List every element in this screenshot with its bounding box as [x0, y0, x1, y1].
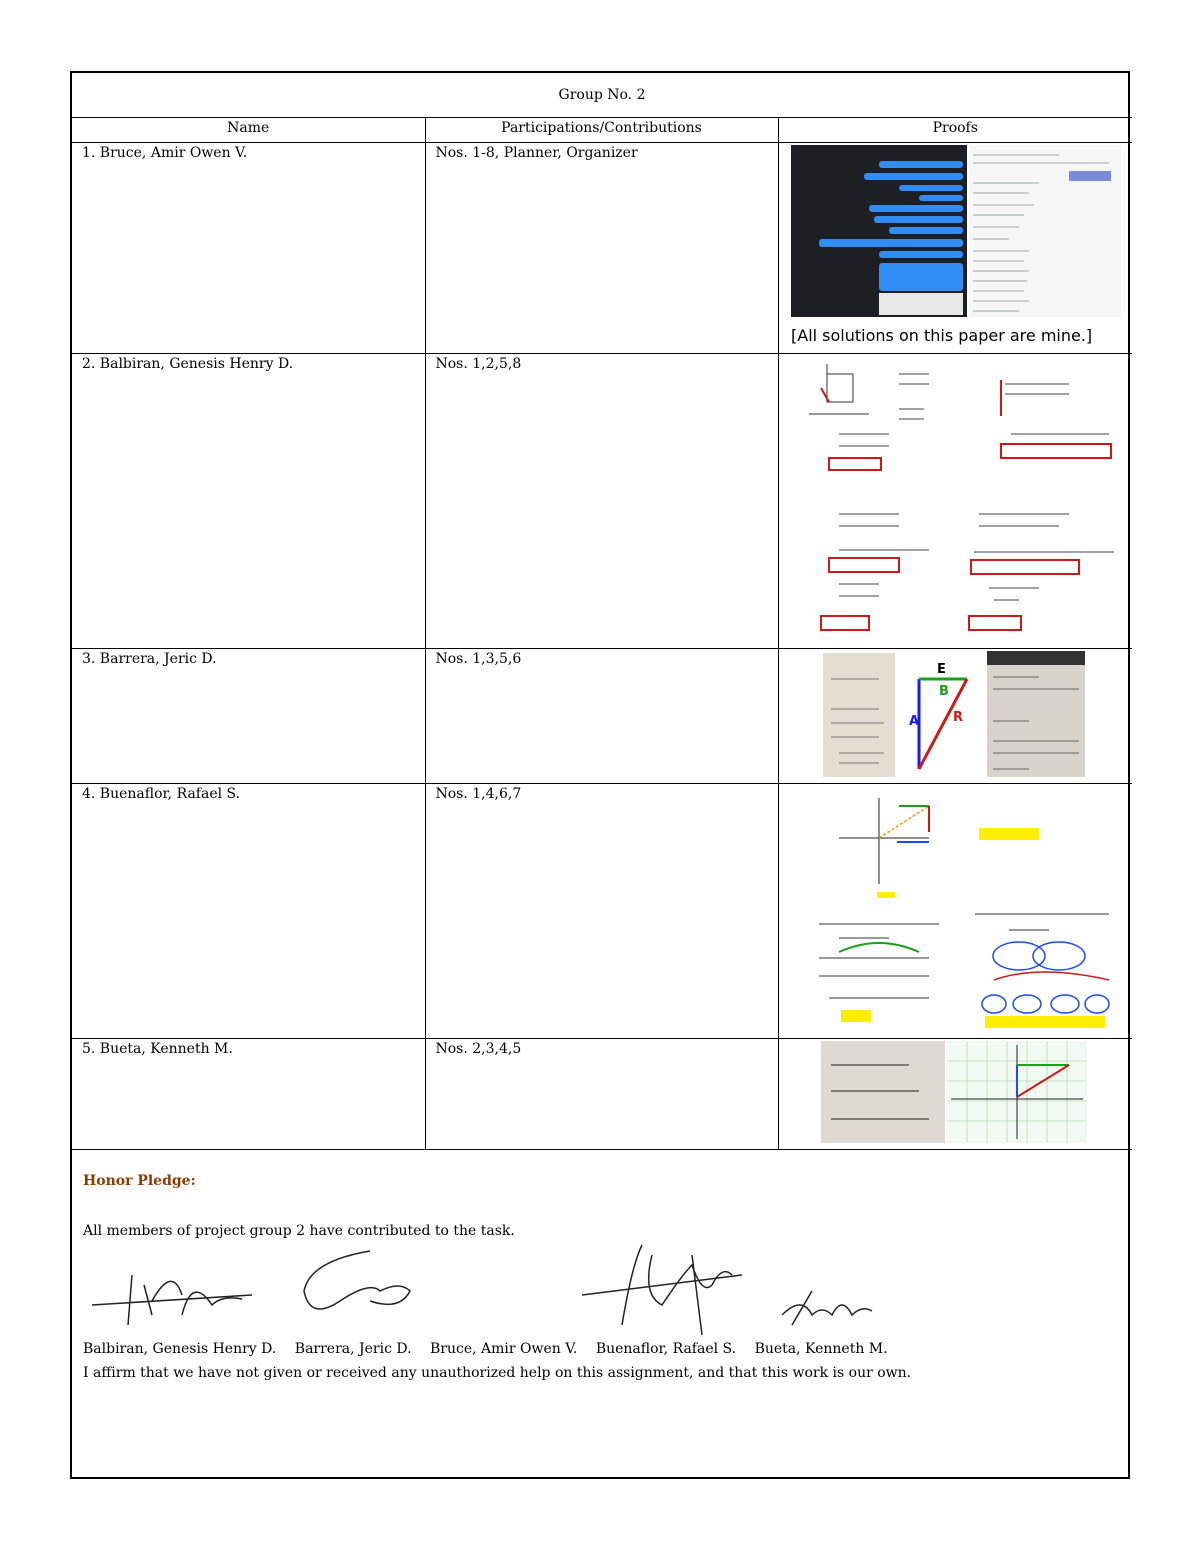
member-contribution: Nos. 1,4,6,7 [425, 784, 778, 1039]
signatory-name: Barrera, Jeric D. [294, 1341, 412, 1357]
proof-image-vector-diagram [779, 649, 1131, 779]
diagram-label-a: A [908, 714, 919, 729]
diagram-label-e: E [936, 662, 946, 677]
signatory-name: Bruce, Amir Owen V. [430, 1341, 578, 1357]
contribution-table [72, 73, 1132, 1150]
signatory-name: Bueta, Kenneth M. [754, 1341, 888, 1357]
signatory-name: Buenaflor, Rafael S. [595, 1341, 737, 1357]
member-name: 2. Balbiran, Genesis Henry D. [72, 354, 425, 649]
member-contribution: Nos. 1,3,5,6 [425, 649, 778, 784]
proof-image-chat [779, 143, 1131, 349]
group-header-row [72, 73, 1132, 118]
table-row [72, 354, 1132, 649]
member-contribution: Nos. 1,2,5,8 [425, 354, 778, 649]
pledge-affirmation: I affirm that we have not given or received any unauthorized help on this assignment, and that this work is our own. [83, 1365, 912, 1381]
pledge-statement: All members of project group 2 have contributed to the task. [83, 1223, 515, 1239]
member-name: 3. Barrera, Jeric D. [72, 649, 425, 784]
proof-cell [778, 1039, 1132, 1150]
honor-pledge-section [72, 1145, 1128, 1479]
proof-cell [778, 354, 1132, 649]
table-row [72, 784, 1132, 1039]
member-name: 4. Buenaflor, Rafael S. [72, 784, 425, 1039]
table-row [72, 1039, 1132, 1150]
diagram-label-b: B [938, 684, 949, 699]
proof-cell [778, 784, 1132, 1039]
table-row [72, 143, 1132, 354]
table-row [72, 649, 1132, 784]
signature-bueta [772, 1285, 882, 1335]
signature-balbiran [92, 1255, 262, 1335]
member-contribution: Nos. 2,3,4,5 [425, 1039, 778, 1150]
signature-bruce [582, 1235, 762, 1335]
member-name: 1. Bruce, Amir Owen V. [72, 143, 425, 354]
signatory-name: Balbiran, Genesis Henry D. [83, 1341, 277, 1357]
signatory-names [83, 1341, 902, 1357]
signature-barrera [300, 1241, 420, 1331]
proofs-header: Proofs [778, 118, 1132, 143]
proof-image-velocity-vectors [779, 784, 1131, 1034]
proof-image-handwritten-solutions [779, 354, 1131, 644]
pledge-title: Honor Pledge: [83, 1173, 196, 1189]
contributions-header: Participations/Contributions [425, 118, 778, 143]
member-name: 5. Bueta, Kenneth M. [72, 1039, 425, 1150]
diagram-label-r: R [952, 710, 963, 725]
document-sheet [70, 71, 1130, 1479]
proof-image-resultant-velocity [779, 1039, 1131, 1145]
proof-cell [778, 143, 1132, 354]
proof-note: [All solutions on this paper are mine.] [790, 326, 1092, 345]
column-header-row [72, 118, 1132, 143]
member-contribution: Nos. 1-8, Planner, Organizer [425, 143, 778, 354]
name-header: Name [72, 118, 425, 143]
group-title: Group No. 2 [72, 73, 1132, 118]
proof-cell [778, 649, 1132, 784]
